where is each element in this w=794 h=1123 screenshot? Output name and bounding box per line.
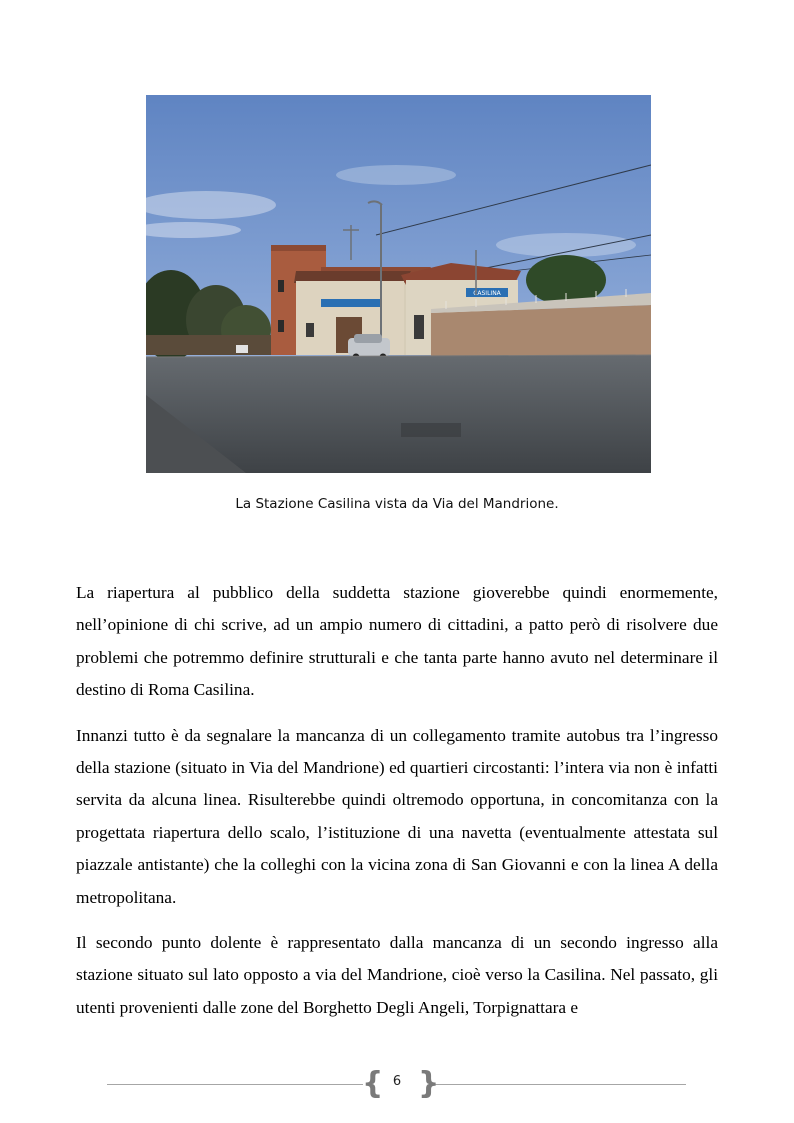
right-brace-icon: } [418, 1066, 440, 1101]
paragraph-3: Il secondo punto dolente è rappresentato dalla mancanza di un secondo ingresso alla stazione situato sul lato opposto a via del Mandrione, cioè verso la Casilina. Nel passato, gli utenti provenienti dalle zone del Borghetto Degli Angeli, Torpignattara e [76, 933, 718, 1017]
paragraph-1: La riapertura al pubblico della suddetta stazione gioverebbe quindi enormemente, nell’opinione di chi scrive, ad un ampio numero di cittadini, a patto però di risolvere due problemi che potremmo definire strutturali e che tanta parte hanno avuto nel determinare il destino di Roma Casilina. [76, 583, 718, 700]
figure-caption: La Stazione Casilina vista da Via del Mandrione. [235, 496, 559, 512]
station-photo [146, 95, 651, 473]
footer-rule-left [107, 1084, 363, 1085]
left-brace-icon: { [362, 1066, 384, 1101]
paragraph-2: Innanzi tutto è da segnalare la mancanza di un collegamento tramite autobus tra l’ingresso della stazione (situato in Via del Mandrione) ed quartieri circostanti: l’intera via non è infatti servita da alcuna linea. Risulterebbe quindi oltremodo opportuna, in concomitanza con la progettata riapertura dello scalo, l’istituzione di una navetta (eventualmente attestata sul piazzale antistante) che la colleghi con la vicina zona di San Giovanni e con la linea A della metropolitana. [76, 725, 718, 907]
body-text [76, 577, 718, 1024]
footer-rule-right [430, 1084, 686, 1085]
station-sign-text: CASILINA [473, 290, 501, 297]
page-number: 6 [392, 1074, 402, 1089]
